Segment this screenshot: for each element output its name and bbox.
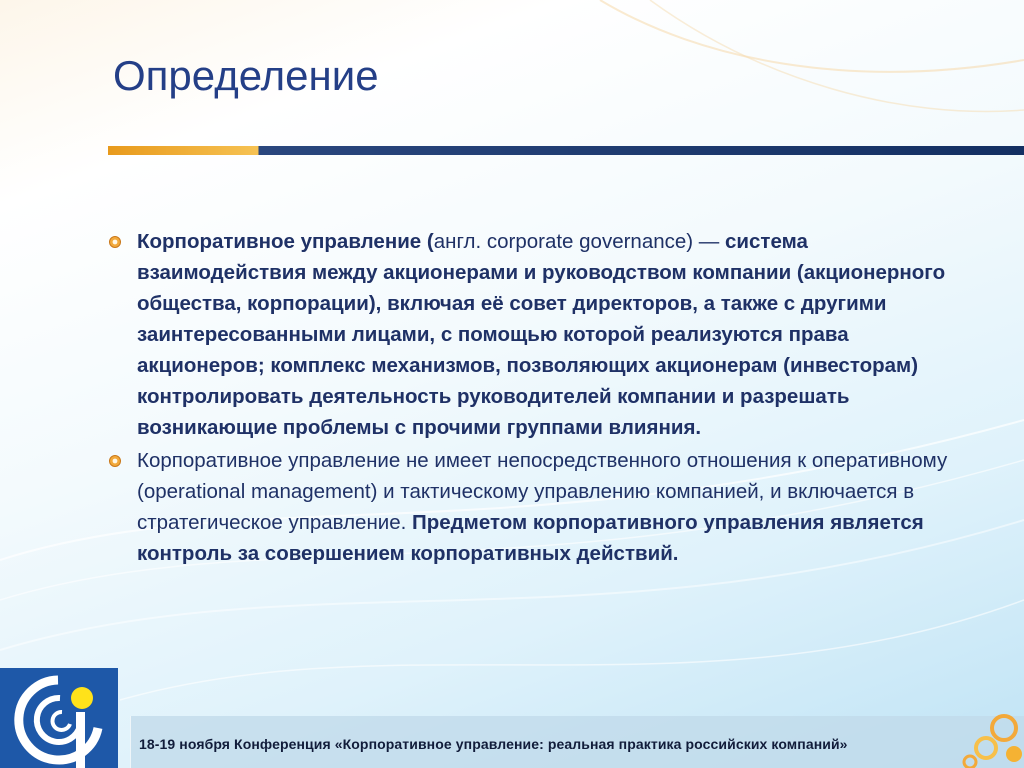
conference-logo-icon [0, 668, 118, 768]
footer-text: 18-19 ноября Конференция «Корпоративное управление: реальная практика российских компаний» [139, 736, 848, 752]
paragraph-text: система взаимодействия между акционерами и руководством компании (акционерного общества, корпорации), включая её совет директоров, а также с другими заинтересованными лицами, с помощью которой реализуются права акционеров; комплекс механизмов, позволяющих акционерам (инвесторам) контролировать деятельность руководителей компании и разрешать возникающие проблемы с прочими группами влияния. [137, 230, 946, 439]
bullet-paragraph-definition [137, 226, 967, 443]
paragraph-text: Корпоративное управление ( [137, 230, 434, 253]
floral-decoration-icon [934, 688, 1024, 768]
bullet-ring-icon [108, 454, 122, 468]
paragraph-text: Предметом корпоративного управления является контроль за совершением корпоративных действий. [137, 511, 924, 565]
title-underline-bar [108, 146, 1024, 155]
slide-title: Определение [113, 52, 379, 99]
bullet-paragraph-scope [137, 445, 967, 569]
paragraph-text: англ. corporate governance) — [433, 230, 725, 253]
footer-bar [130, 716, 1024, 768]
paragraph-text: Корпоративное управление не имеет непосредственного отношения к оперативному (operational management) и тактическому управлению компанией, и включается в стратегическое управление. [137, 449, 948, 534]
bullet-ring-icon [108, 235, 122, 249]
slide-content [137, 226, 967, 569]
